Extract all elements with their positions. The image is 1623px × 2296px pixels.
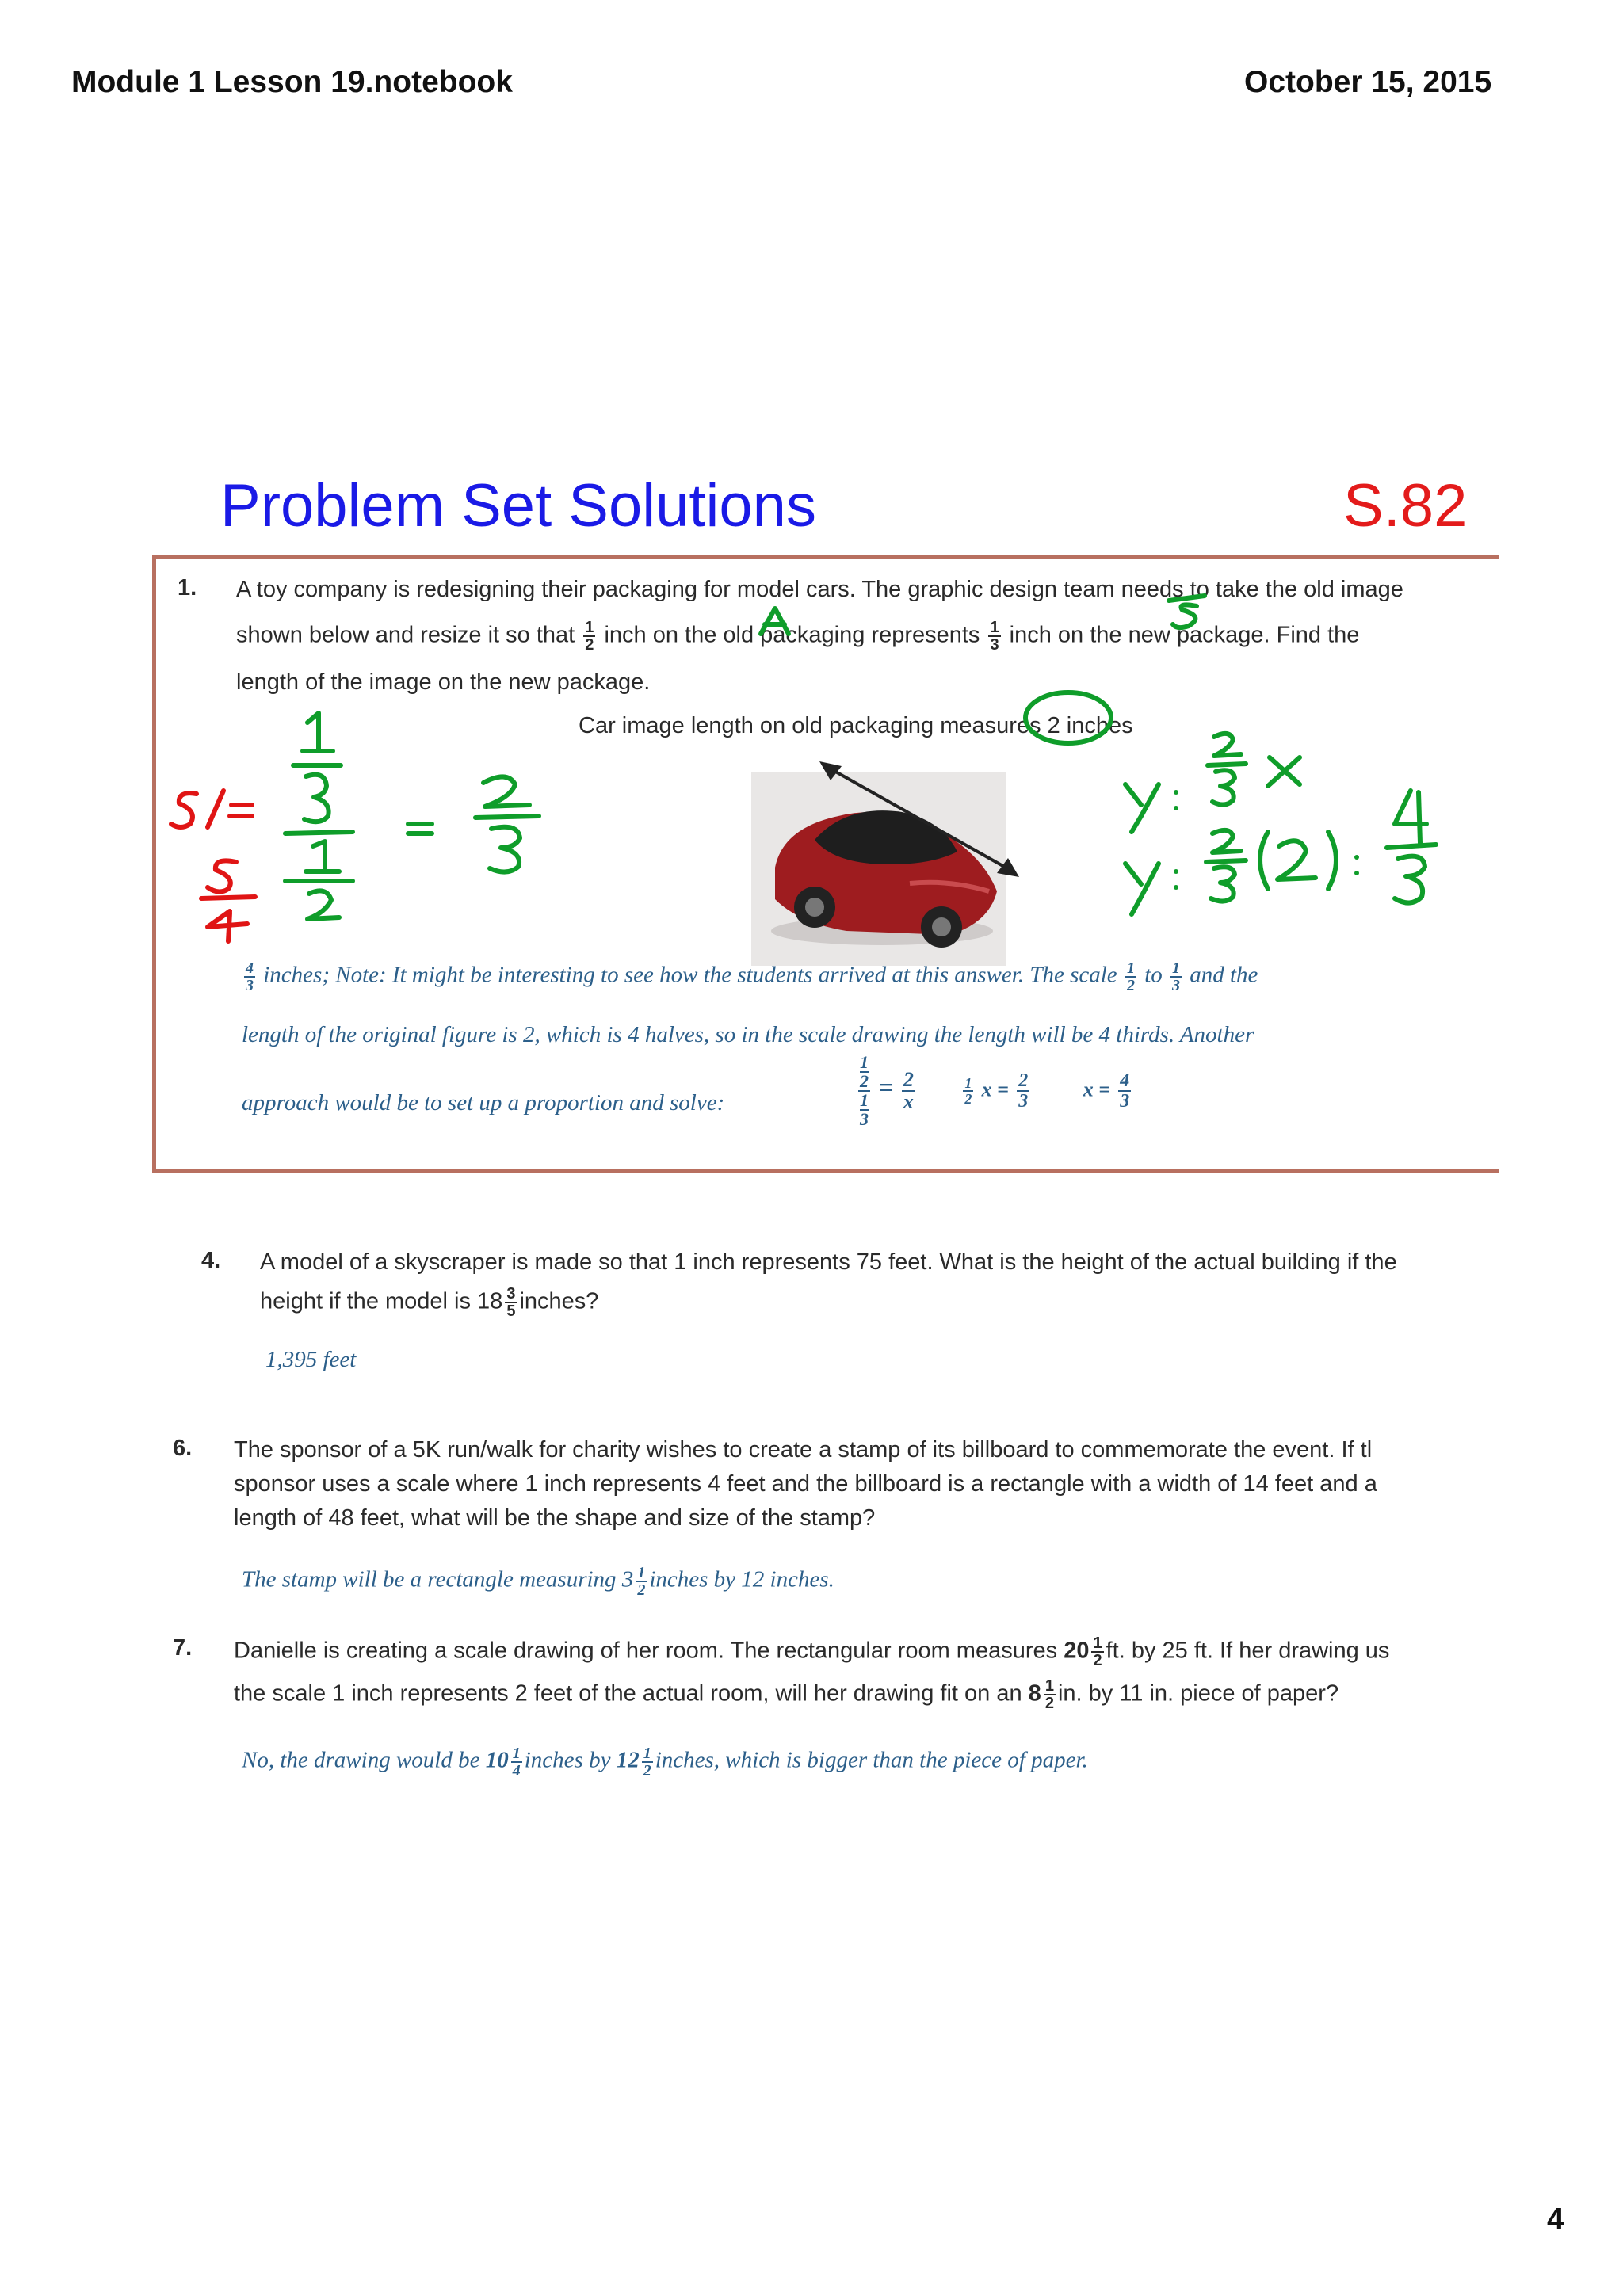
problem-1-text-a: shown below and resize it so that: [236, 622, 575, 648]
answer-1-text-a: inches; Note: It might be interesting to see how the students arrived at this answer. The scale: [263, 962, 1117, 988]
answer-7-ten: 10: [485, 1747, 509, 1773]
ink-y-2: [1125, 864, 1159, 914]
ink-a-mark: [761, 608, 789, 634]
problem-7-number: 7.: [173, 1635, 193, 1661]
problem-7-mixed-whole-b: 8: [1028, 1680, 1041, 1707]
ink-bar-3: [475, 816, 539, 818]
ink-bar-4: [1387, 845, 1436, 848]
fraction-four-thirds-b: $\frac{4}{3}$: [1120, 1070, 1130, 1112]
ink-one: [303, 713, 333, 751]
fraction-one-half-g: $\frac{1}{2}$: [643, 1745, 651, 1779]
fraction-one-half-b: $\frac{1}{2}$: [1126, 959, 1135, 994]
problem-7-text-c: the scale 1 inch represents 2 feet of the actual room, will her drawing fit on an: [234, 1680, 1022, 1707]
page-number: 4: [1547, 2203, 1564, 2237]
ink-y-1: [1125, 784, 1159, 832]
problem-4-line-2: [260, 1286, 598, 1319]
problem-6-line-3: length of 48 feet, what will be the shape and size of the stamp?: [234, 1505, 876, 1531]
problem-1-text-b: inch on the old packaging represents: [604, 622, 980, 648]
ink-three: [304, 775, 329, 822]
ink-red-slash: [208, 791, 223, 827]
ink-four: [1395, 791, 1426, 843]
answer-7-text-a: No, the drawing would be: [242, 1747, 480, 1773]
problem-7-mixed-whole: 20: [1064, 1638, 1090, 1664]
fraction-three-fifths: $\frac{3}{5}$: [506, 1285, 516, 1320]
ink-main-bar: [285, 832, 353, 833]
problem-6-line-1: The sponsor of a 5K run/walk for charity wishes to create a stamp of its billboard to commemorate the event. If tl: [234, 1437, 1373, 1463]
ink-circle-2: [1025, 692, 1111, 743]
ink-two-thirds-1: [1208, 734, 1246, 805]
ink-red-s-2: [208, 860, 236, 891]
ink-two-c: [1277, 841, 1316, 879]
x-equals-b: x =: [1083, 1077, 1111, 1101]
ink-red-equals: [230, 805, 252, 816]
answer-6-text-a: The stamp will be a rectangle measuring 3: [242, 1566, 634, 1592]
problem-7-text-a: Danielle is creating a scale drawing of her room. The rectangular room measures: [234, 1638, 1058, 1664]
problem-6-number: 6.: [173, 1436, 193, 1461]
notebook-date: October 15, 2015: [1244, 65, 1492, 99]
answer-1-text-b: to: [1144, 962, 1163, 988]
ink-red-s: [171, 793, 197, 827]
fraction-half-over-third: 1 2 1 3: [860, 1052, 869, 1129]
problem-7-line-2: [234, 1678, 1338, 1711]
fraction-one-quarter: $\frac{1}{4}$: [512, 1745, 521, 1779]
ink-x: [1268, 757, 1300, 786]
fraction-one-half-d: $\frac{1}{2}$: [637, 1564, 646, 1599]
ink-equals: [408, 824, 432, 833]
fraction-one-third-b: $\frac{1}{3}$: [1172, 959, 1180, 994]
answer-7-text-c: inches, which is bigger than the piece of paper.: [655, 1747, 1088, 1773]
ink-paren-open: [1260, 832, 1268, 889]
ink-two-b: [483, 776, 529, 807]
fraction-one-half-f: $\frac{1}{2}$: [1044, 1677, 1054, 1712]
fraction-two-over-x: $\frac{2}{x}$: [903, 1068, 914, 1113]
problem-1-answer-line-3: approach would be to set up a proportion and solve:: [242, 1090, 725, 1116]
problem-6-answer: [242, 1565, 834, 1598]
problem-4-answer: 1,395 feet: [265, 1347, 357, 1372]
car-caption: Car image length on old packaging measures 2 inches: [579, 713, 1133, 738]
problem-1-number: 1.: [178, 575, 197, 601]
problem-1-line-3: length of the image on the new package.: [236, 669, 651, 695]
x-equals-a: x =: [981, 1077, 1009, 1101]
ink-red-bar: [201, 897, 255, 898]
fraction-half-c: $\frac{1}{2}$: [964, 1075, 972, 1107]
problem-7-text-b: ft. by 25 ft. If her drawing us: [1106, 1638, 1390, 1664]
problem-4-text-a: height if the model is 18: [260, 1288, 503, 1314]
ink-three-b: [490, 827, 520, 872]
answer-1-text-c: and the: [1190, 962, 1258, 988]
fraction-four-thirds: $\frac{4}{3}$: [246, 959, 254, 994]
problem-4-text-b: inches?: [519, 1288, 599, 1314]
problem-6-line-2: sponsor uses a scale where 1 inch represents 4 feet and the billboard is a rectangle with a width of 14 feet and a: [234, 1471, 1377, 1497]
problem-7-answer: [242, 1745, 1088, 1779]
problem-7-line-1: [234, 1635, 1502, 1669]
fraction-one-half: $\frac{1}{2}$: [585, 619, 594, 654]
ink-two: [307, 891, 339, 919]
problem-1-text-c: inch on the new package. Find the: [1009, 622, 1360, 648]
fraction-one-third: $\frac{1}{3}$: [990, 619, 999, 654]
handwriting-layer: [0, 0, 1623, 990]
page-reference: S.82: [1343, 472, 1468, 540]
answer-7-text-b: inches by: [524, 1747, 611, 1773]
problem-1-answer-line-2: length of the original figure is 2, which is 4 halves, so in the scale drawing the length will be 4 thirds. Another: [242, 1022, 1254, 1047]
ink-red-four: [208, 911, 247, 941]
problem-1-line-1: A toy company is redesigning their packaging for model cars. The graphic design team needs to take the old image: [236, 577, 1403, 602]
ink-two-thirds-2: [1206, 830, 1246, 902]
notebook-title: Module 1 Lesson 19.notebook: [71, 65, 513, 99]
problem-4-number: 4.: [201, 1248, 221, 1273]
ink-one-b: [306, 841, 339, 871]
ink-paren-close: [1328, 832, 1336, 889]
fraction-one-half-e: $\frac{1}{2}$: [1093, 1635, 1102, 1669]
fraction-two-thirds: $\frac{2}{3}$: [1018, 1070, 1029, 1112]
ink-three-c: [1395, 856, 1425, 903]
problem-1-answer-line-1: [242, 960, 1258, 994]
problem-4-line-1: A model of a skyscraper is made so that 1 inch represents 75 feet. What is the height of the actual building if the: [260, 1249, 1397, 1275]
slide-title: Problem Set Solutions: [220, 472, 816, 540]
answer-6-text-b: inches by 12 inches.: [649, 1566, 834, 1592]
ink-s-mark: [1169, 596, 1205, 627]
proportion-work: 1 2 1 3 = $\frac{2}{x}$ $\frac{1}{2}$ x = $\frac{2}{3}$ x = $\frac{4}{3}$: [860, 1052, 1130, 1129]
answer-7-twelve: 12: [616, 1747, 640, 1773]
problem-7-text-d: in. by 11 in. piece of paper?: [1057, 1680, 1339, 1707]
